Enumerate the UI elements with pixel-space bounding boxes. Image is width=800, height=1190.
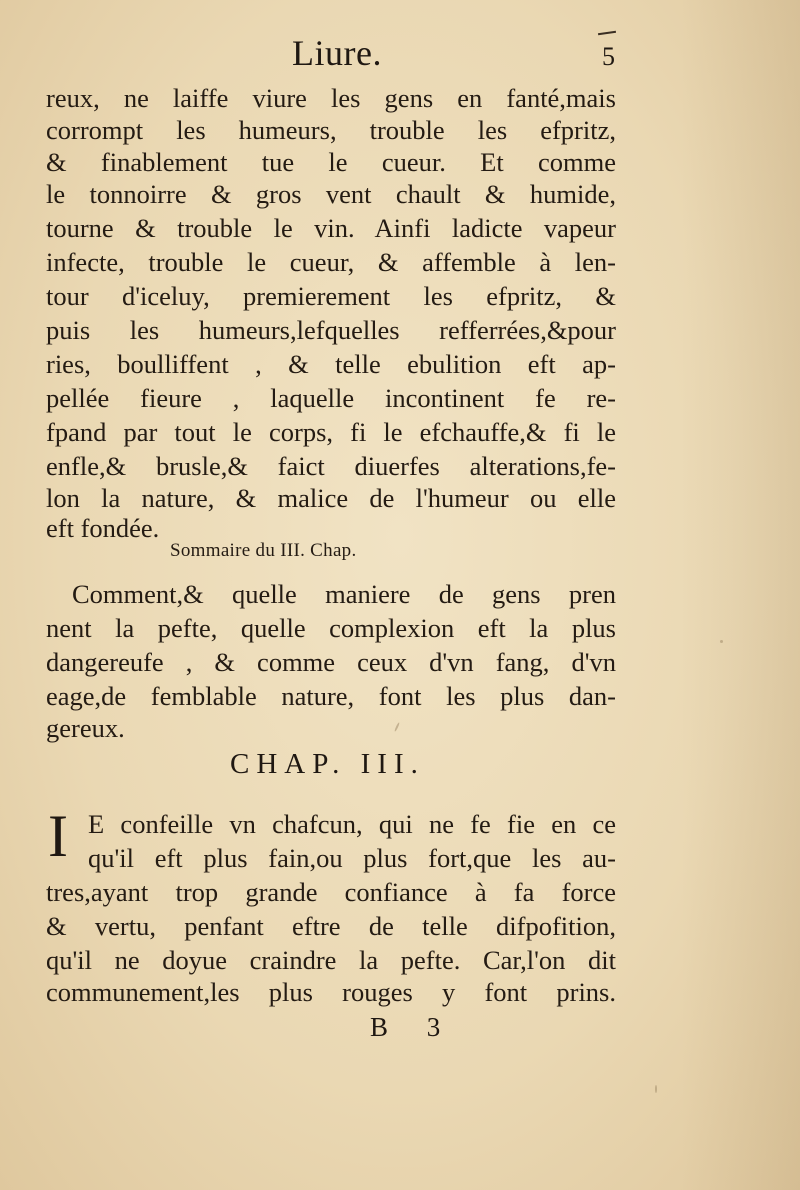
chapter-line: E confeille vn chafcun, qui ne fe fie en ce — [88, 809, 616, 839]
chapter-heading: CHAP. III. — [230, 748, 425, 780]
chapter-line: tres,ayant trop grande confiance à fa force — [46, 877, 616, 907]
text-line: & finablement tue le cueur. Et comme — [46, 147, 616, 177]
paper-speck — [655, 1085, 657, 1093]
text-line: tour d'iceluy, premierement les efpritz, & — [46, 281, 616, 311]
text-line: lon la nature, & malice de l'humeur ou elle — [46, 483, 616, 513]
summary-line: gereux. — [46, 713, 125, 743]
summary-line: Comment,& quelle maniere de gens pren — [72, 579, 616, 609]
running-title: Liure. — [292, 33, 382, 73]
text-line: fpand par tout le corps, fi le efchauffe,& fi le — [46, 417, 616, 447]
chapter-line: qu'il eft plus fain,ou plus fort,que les au- — [88, 843, 616, 873]
text-line: eft fondée. — [46, 513, 160, 543]
chapter-line: communement,les plus rouges y font prins. — [46, 977, 616, 1007]
text-line: enfle,& brusle,& faict diuerfes alterations,fe- — [46, 451, 616, 481]
summary-line: eage,de femblable nature, font les plus dan- — [46, 681, 616, 711]
text-line: infecte, trouble le cueur, & affemble à len- — [46, 247, 616, 277]
text-line: tourne & trouble le vin. Ainfi ladicte vapeur — [46, 213, 616, 243]
chapter-line: & vertu, penfant eftre de telle difpofition, — [46, 911, 616, 941]
drop-cap: I — [48, 803, 68, 869]
folio-mark — [598, 31, 616, 35]
text-line: pellée fieure , laquelle incontinent fe re- — [46, 383, 616, 413]
page-header — [0, 28, 800, 78]
chapter-line: qu'il ne doyue craindre la pefte. Car,l'on dit — [46, 945, 616, 975]
summary-line: dangereufe , & comme ceux d'vn fang, d'vn — [46, 647, 616, 677]
page-edge-shadow — [680, 0, 800, 1190]
text-line: puis les humeurs,lefquelles refferrées,&pour — [46, 315, 616, 345]
text-line: ries, boulliffent , & telle ebulition eft ap- — [46, 349, 616, 379]
text-line: corrompt les humeurs, trouble les efpritz, — [46, 115, 616, 145]
text-line: le tonnoirre & gros vent chault & humide, — [46, 179, 616, 209]
page-number: 5 — [602, 42, 615, 71]
text-line: reux, ne laiffe viure les gens en fanté,mais — [46, 83, 616, 113]
summary-line: nent la pefte, quelle complexion eft la plus — [46, 613, 616, 643]
paper-speck — [720, 640, 723, 643]
signature-mark: B 3 — [370, 1012, 457, 1042]
summary-heading: Sommaire du III. Chap. — [170, 540, 357, 561]
